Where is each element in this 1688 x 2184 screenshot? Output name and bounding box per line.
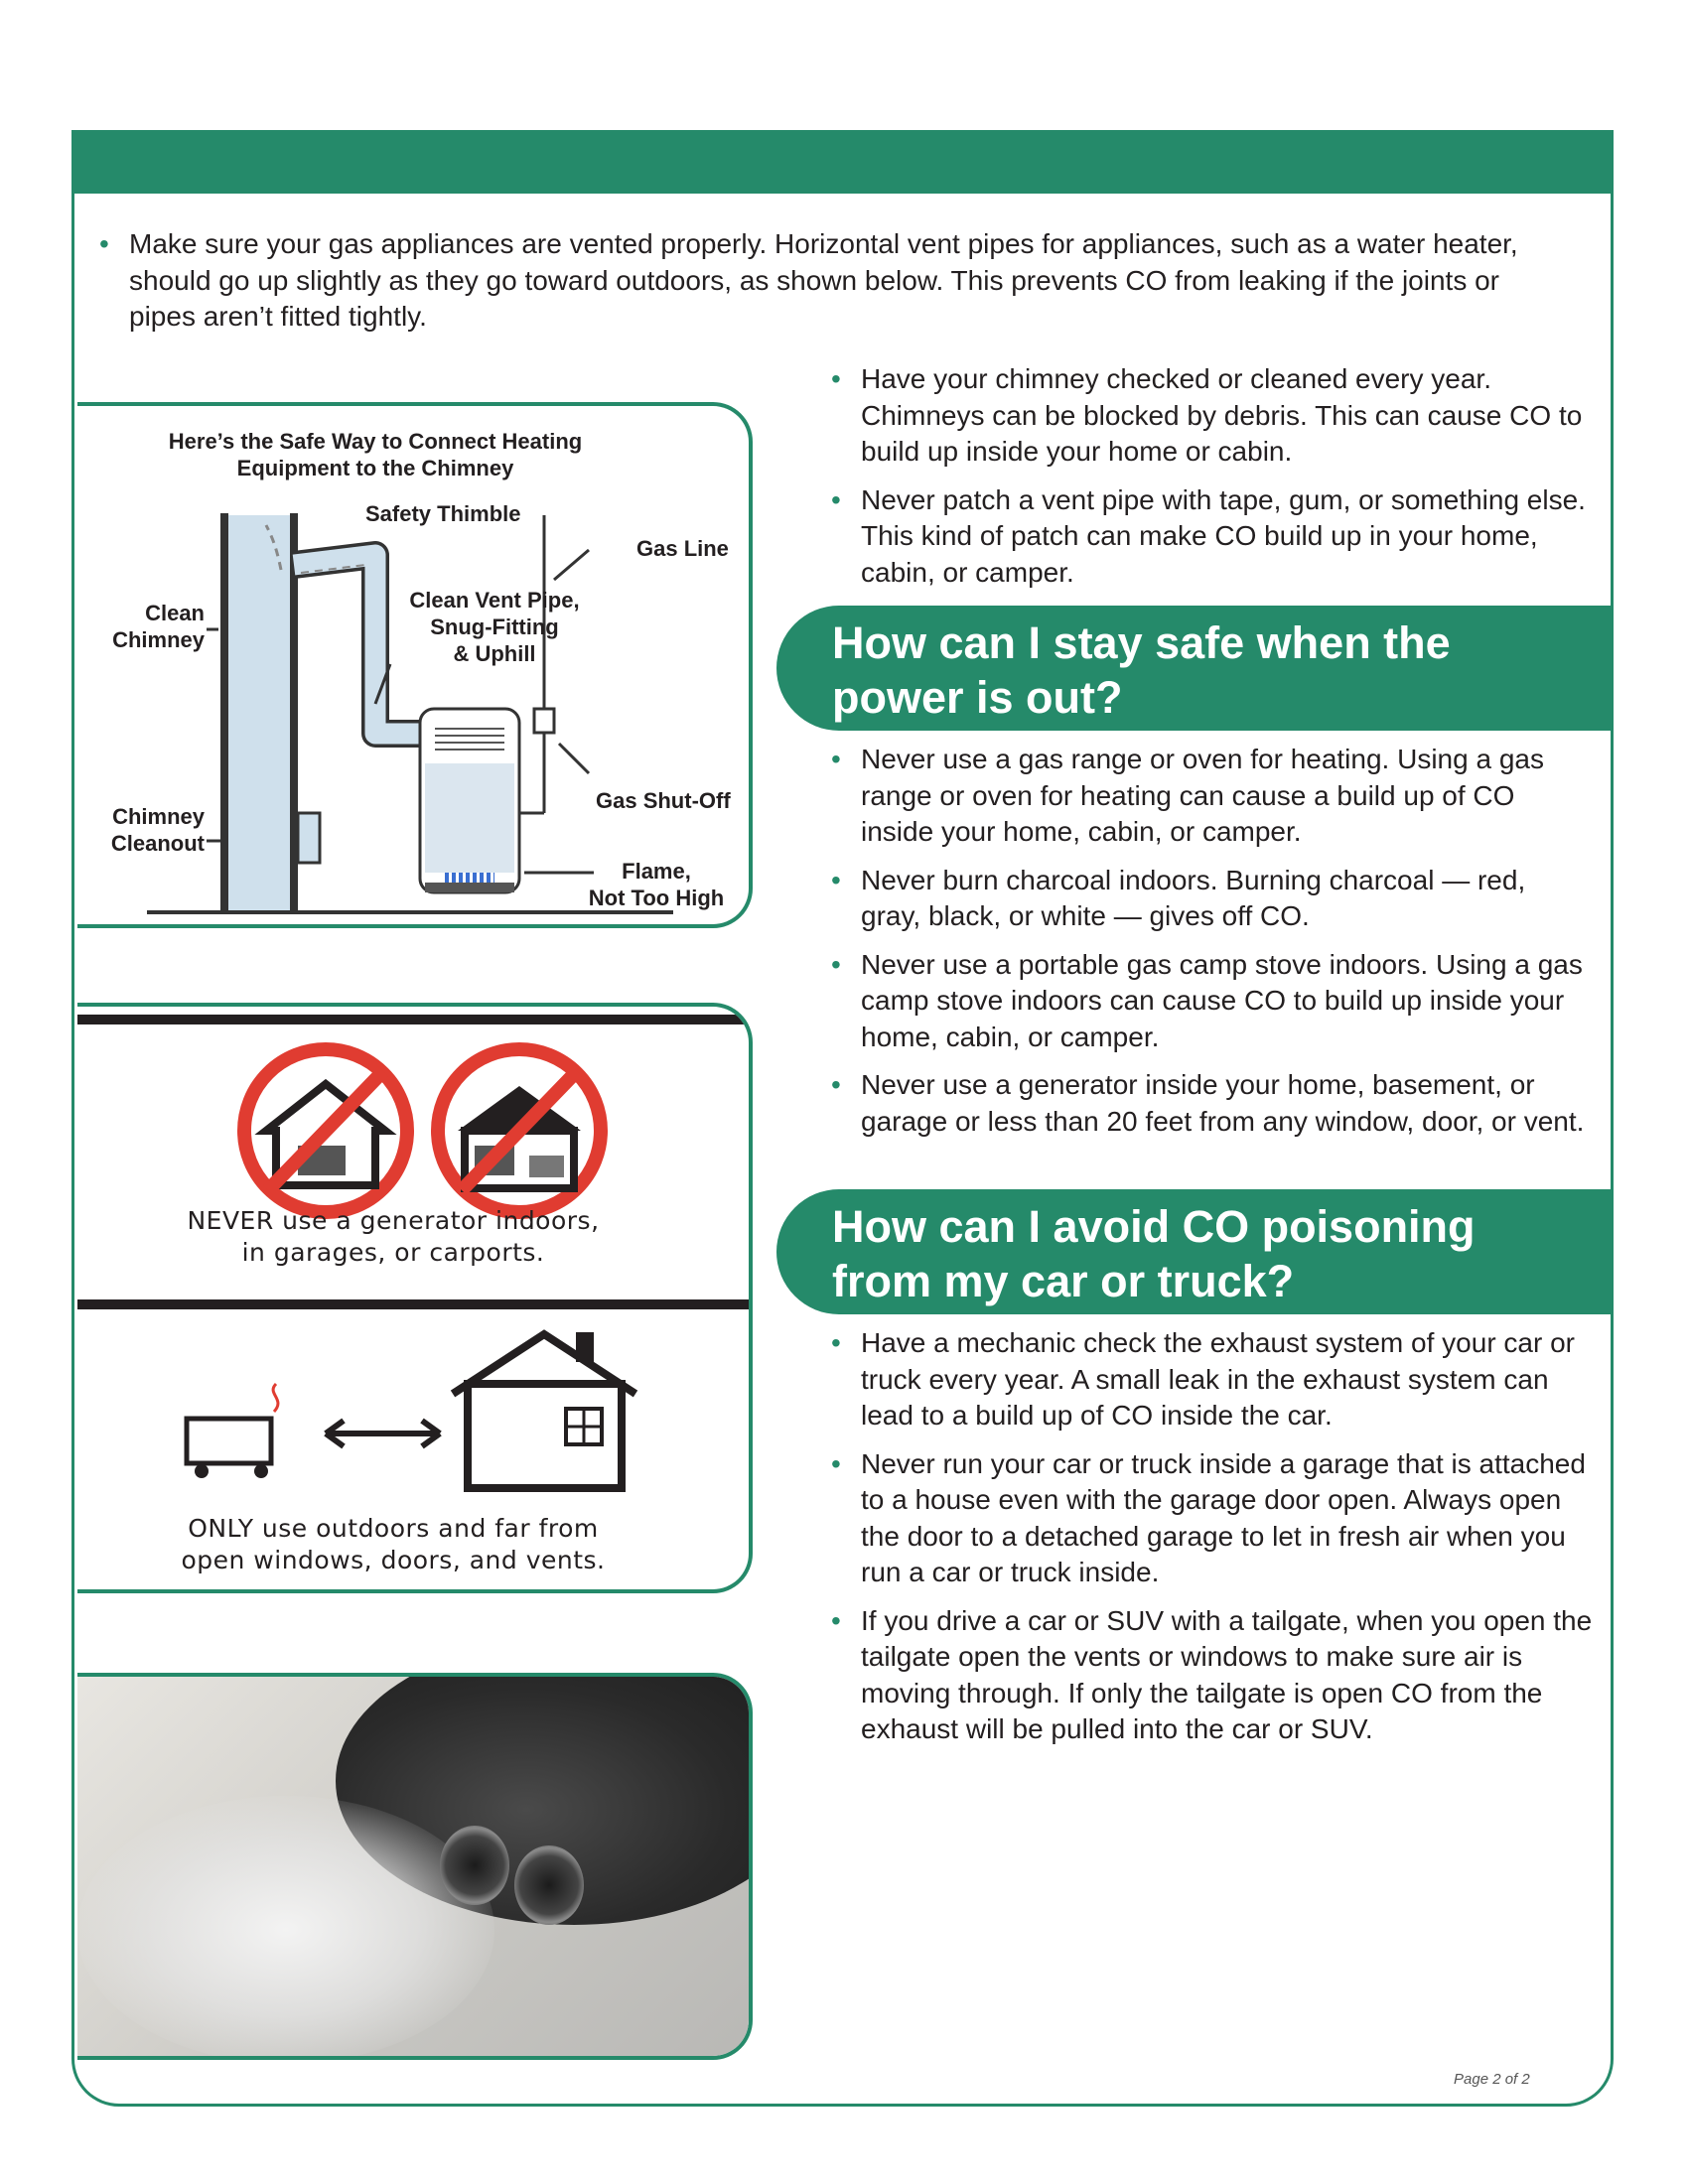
divider-middle <box>77 1299 749 1309</box>
divider-top <box>77 1015 749 1024</box>
car-bullet-3: • If you drive a car or SUV with a tailgate, when you open the tailgate open the vents or windows to make sure air is moving through. If only the tailgate is open CO from the exhaust will be pulled into the car or SUV. <box>828 1603 1593 1748</box>
exhaust-pipe-right <box>514 1845 584 1925</box>
generator-icon <box>187 1384 278 1478</box>
chimney-bullet-list <box>828 361 1593 603</box>
never-caption <box>77 1205 729 1269</box>
label-clean-chimney <box>95 600 205 653</box>
heater-base <box>425 883 514 892</box>
arrow-gas-line <box>554 550 589 580</box>
power-bullet-3: • Never use a portable gas camp stove indoors. Using a gas camp stove indoors can cause CO to build up inside your home, cabin, or camper. <box>828 947 1593 1056</box>
no-generator-garage-sign <box>438 1049 601 1212</box>
page-number: Page 2 of 2 <box>1454 2071 1530 2088</box>
label-vent-pipe-line-3: & Uphill <box>453 641 536 666</box>
no-generator-house-sign <box>244 1049 407 1212</box>
car-bullet-list <box>828 1325 1593 1760</box>
heater-body-shade <box>425 763 514 873</box>
gas-shutoff-valve <box>534 709 554 733</box>
chimney-interior <box>224 515 294 912</box>
generator-outdoors-illustration <box>77 1324 753 1503</box>
label-vent-pipe-line-1: Clean Vent Pipe, <box>409 588 580 613</box>
diagram-title <box>77 428 673 481</box>
house-icon <box>453 1332 635 1488</box>
diagram-title-line-2: Equipment to the Chimney <box>236 456 514 480</box>
label-cleanout-line-2: Cleanout <box>110 831 205 856</box>
label-gas-line: Gas Line <box>636 536 729 561</box>
never-caption-line-2: in garages, or carports. <box>241 1238 545 1267</box>
header-bar <box>71 130 1614 194</box>
label-vent-pipe <box>400 587 589 667</box>
label-flame-line-2: Not Too High <box>588 886 725 910</box>
arrow-gas-shutoff <box>559 744 589 773</box>
power-out-bullet-list <box>828 742 1593 1152</box>
only-caption-line-1: ONLY use outdoors and far from <box>188 1514 599 1543</box>
exhaust-smoke <box>77 1796 494 2060</box>
generator-safety-panel <box>77 1003 753 1593</box>
power-out-heading: How can I stay safe when the power is out? <box>832 617 1451 723</box>
diagram-title-line-1: Here’s the Safe Way to Connect Heating <box>168 429 583 454</box>
label-flame <box>572 858 741 911</box>
label-flame-line-1: Flame, <box>622 859 691 884</box>
chimney-diagram-panel <box>77 402 753 928</box>
power-bullet-2: • Never burn charcoal indoors. Burning charcoal — red, gray, black, or white — gives off CO. <box>828 863 1593 935</box>
car-bullet-1: • Have a mechanic check the exhaust system of your car or truck every year. A small leak in the exhaust system can lead to a build up of CO inside the car. <box>828 1325 1593 1434</box>
car-heading: How can I avoid CO poisoning from my car or truck? <box>832 1201 1476 1306</box>
label-safety-thimble: Safety Thimble <box>365 501 521 526</box>
power-bullet-4: • Never use a generator inside your home, basement, or garage or less than 20 feet from any window, door, or vent. <box>828 1067 1593 1140</box>
double-arrow-icon <box>326 1421 440 1446</box>
label-vent-pipe-line-2: Snug-Fitting <box>430 614 559 639</box>
car-bullet-2: • Never run your car or truck inside a garage that is attached to a house even with the garage door open. Always open the door to a detached garage to let in fresh air when you run a car or truck inside. <box>828 1446 1593 1591</box>
power-out-heading-box <box>776 606 1614 731</box>
chimney-bullet-2: • Never patch a vent pipe with tape, gum, or something else. This kind of patch can make CO build up in your home, cabin, or camper. <box>828 482 1593 592</box>
label-chimney-cleanout <box>95 803 205 857</box>
never-caption-line-1: NEVER use a generator indoors, <box>187 1206 600 1235</box>
exhaust-photo-panel <box>77 1673 753 2060</box>
only-caption-line-2: open windows, doors, and vents. <box>181 1546 606 1574</box>
label-clean-chimney-line-1: Clean <box>145 601 205 625</box>
label-clean-chimney-line-2: Chimney <box>112 627 205 652</box>
car-heading-box <box>776 1189 1614 1314</box>
chimney-bullet-1: • Have your chimney checked or cleaned every year. Chimneys can be blocked by debris. This can cause CO to build up inside your home or cabin. <box>828 361 1593 471</box>
intro-bullet-list <box>96 226 1556 347</box>
chimney-cleanout-door <box>298 813 320 863</box>
intro-bullet: • Make sure your gas appliances are vented properly. Horizontal vent pipes for appliances, such as a water heater, should go up slightly as they go toward outdoors, as shown below. This prevents CO from leaking if the joints or pipes aren’t fitted tightly. <box>96 226 1556 336</box>
power-bullet-1: • Never use a gas range or oven for heating. Using a gas range or oven for heating can cause a build up of CO inside your home, cabin, or camper. <box>828 742 1593 851</box>
label-cleanout-line-1: Chimney <box>112 804 205 829</box>
label-gas-shutoff: Gas Shut-Off <box>596 788 731 813</box>
exhaust-pipe-left <box>440 1826 509 1905</box>
only-caption <box>77 1513 729 1576</box>
